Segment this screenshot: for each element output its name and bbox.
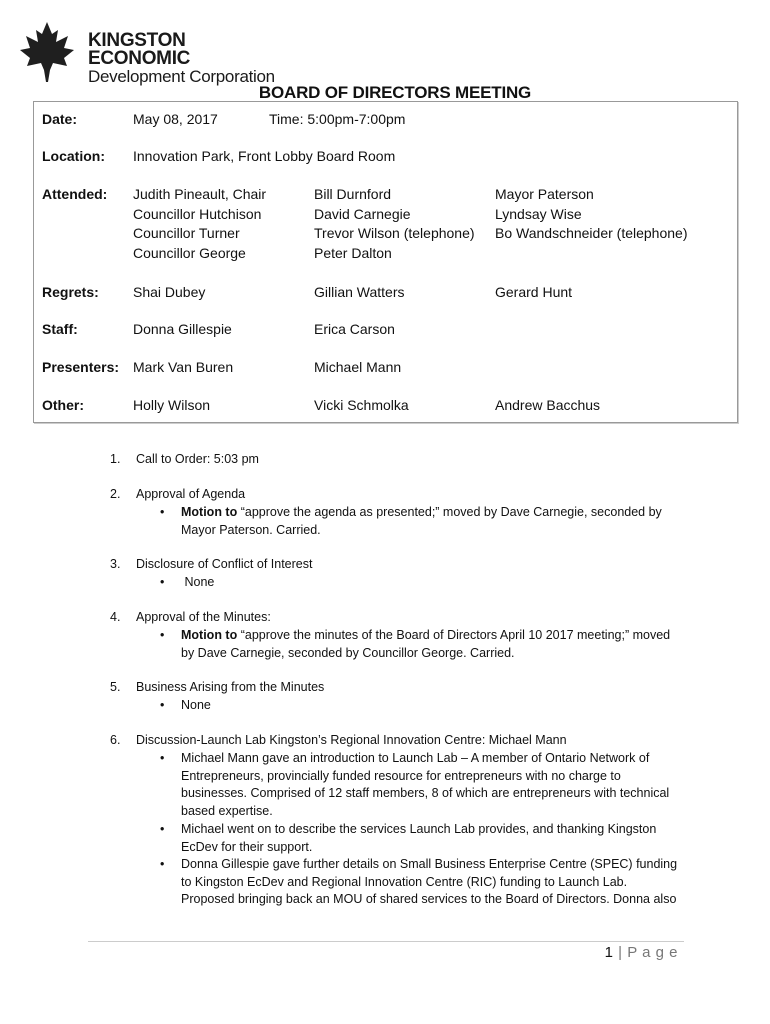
bullet-icon: • [160,505,165,519]
other-name: Holly Wilson [133,397,211,413]
attendee: Mayor Paterson [495,186,594,202]
staff-name: Erica Carson [314,321,395,337]
bullet-text [181,504,681,539]
item-number: 4. [110,610,121,624]
item-text: Call to Order: 5:03 pm [136,452,259,466]
bullet-icon: • [160,698,165,712]
page-footer [605,944,678,961]
page-number: 1 [604,944,614,961]
regret-name: Gillian Watters [314,284,405,300]
item-number: 1. [110,452,121,466]
bullet-text: Donna Gillespie gave further details on Small Business Enterprise Centre (SPEC) funding to Kingston EcDev and Regional Innovation Centre (RIC) funding to Launch Lab. Proposed bringing back an MOU of shared services to the Board of Directors. Donna also [181,857,678,906]
bullet-icon: • [160,575,165,589]
other-label: Other: [42,397,84,413]
attendee: Councillor Turner [133,225,240,241]
logo-line-2: Development Corporation [88,67,275,86]
regrets-label: Regrets: [42,284,99,300]
item-number: 6. [110,733,121,747]
presenter-name: Michael Mann [314,359,402,375]
item-text: Approval of the Minutes: [136,610,271,624]
motion-text: “approve the minutes of the Board of Directors April 10 2017 meeting;” moved by Dave Carnegie, seconded by Councillor George. Carried. [181,628,671,660]
bullet-text [181,627,681,662]
location-value: Innovation Park, Front Lobby Board Room [133,148,396,164]
attendee: Councillor George [133,244,246,261]
motion-text: “approve the agenda as presented;” moved by Dave Carnegie, seconded by Mayor Paterson. Carried. [181,505,662,537]
item-number: 2. [110,487,121,501]
attendee: Bo Wandschneider (telephone) [495,225,688,241]
attendee: Trevor Wilson (telephone) [314,225,475,241]
item-text: Discussion-Launch Lab Kingston’s Regional Innovation Centre: Michael Mann [136,733,567,747]
attendee: Peter Dalton [314,244,392,261]
logo-line-1: KINGSTON ECONOMIC [88,30,191,69]
attendee: Judith Pineault, Chair [133,186,267,202]
attendee: Lyndsay Wise [495,205,582,222]
item-text: Business Arising from the Minutes [136,680,325,694]
regret-name: Shai Dubey [133,284,206,300]
presenter-name: Mark Van Buren [133,359,234,375]
staff-name: Donna Gillespie [133,321,232,337]
page-word: P a g e [627,944,678,961]
presenters-label: Presenters: [42,359,120,375]
bullet-icon: • [160,751,165,765]
item-text: Disclosure of Conflict of Interest [136,557,313,571]
attended-label: Attended: [42,186,108,202]
footer-divider [88,941,684,942]
other-name: Vicki Schmolka [314,397,409,413]
date-label: Date: [42,111,78,127]
staff-label: Staff: [42,321,78,337]
attendee: Bill Durnford [314,186,392,202]
motion-label: Motion to [181,628,238,642]
bullet-text: Michael Mann gave an introduction to Launch Lab – A member of Ontario Network of Entrepreneurs, provincially funded resource for entrepreneurs with no charge to businesses. Comprised of 12 staff members, 8 of which are entrepreneurs with technical based expertise. [181,751,670,818]
bullet-text: None [181,698,211,712]
motion-label: Motion to [181,505,238,519]
attendee: Councillor Hutchison [133,205,262,222]
page-title: BOARD OF DIRECTORS MEETING [258,83,532,102]
page-separator: | [613,944,628,961]
bullet-icon: • [160,857,165,871]
item-text: Approval of Agenda [136,487,246,501]
location-label: Location: [42,148,105,164]
item-number: 3. [110,557,121,571]
item-number: 5. [110,680,121,694]
regret-name: Gerard Hunt [495,284,573,300]
bullet-icon: • [160,628,165,642]
bullet-icon: • [160,822,165,836]
date-value: May 08, 2017 [133,111,218,127]
bullet-text: None [181,575,215,589]
other-name: Andrew Bacchus [495,397,601,413]
attendee: David Carnegie [314,205,411,222]
time-value: Time: 5:00pm-7:00pm [269,111,406,127]
bullet-text: Michael went on to describe the services Launch Lab provides, and thanking Kingston EcDev for their support. [181,822,657,854]
